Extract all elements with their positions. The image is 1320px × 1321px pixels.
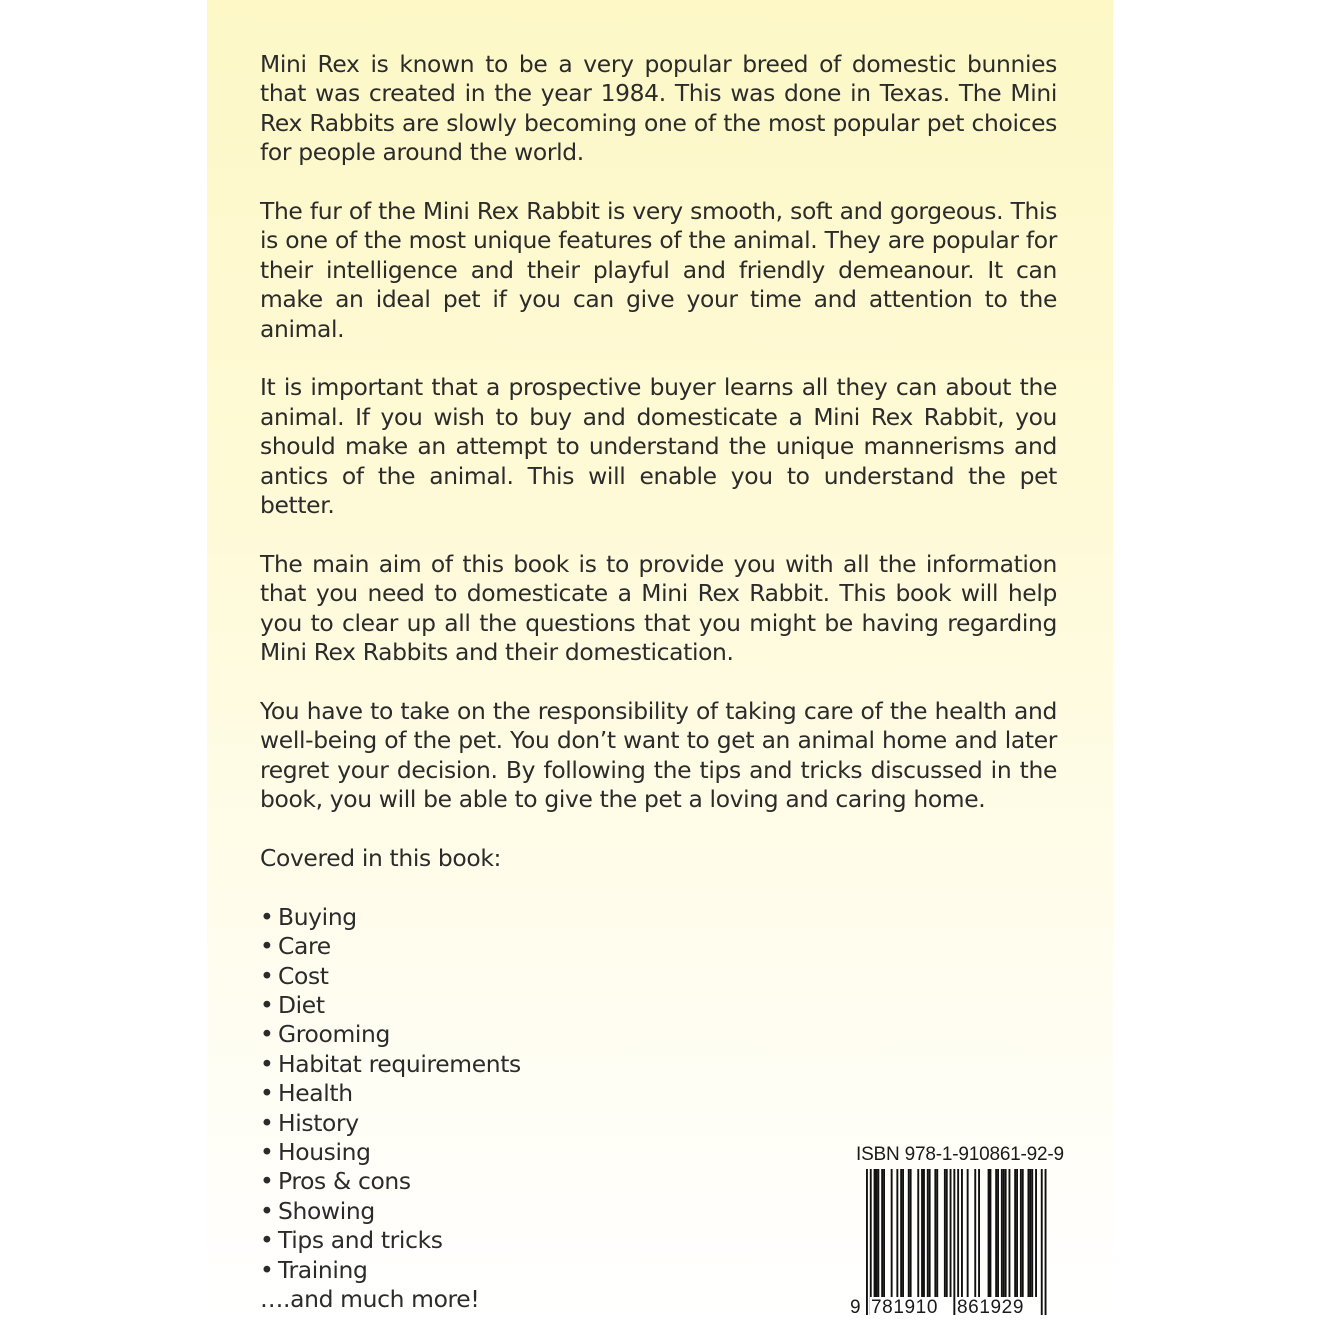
topic-item [260, 1020, 1057, 1049]
barcode-bar [921, 1169, 923, 1297]
topic-item [260, 903, 1057, 932]
paragraph-2: The fur of the Mini Rex Rabbit is very smooth, soft and gorgeous. This is one of the most unique features of the animal. They are popular for their intelligence and their playful and friendly demeanour. It can make an ideal pet if you can give your time and attention to the animal. [260, 197, 1057, 343]
topic-item [260, 991, 1057, 1020]
barcode-bar [923, 1169, 925, 1297]
topic-item [260, 1109, 1057, 1138]
barcode-bar [874, 1169, 876, 1297]
barcode-bar [910, 1169, 912, 1297]
bullet-icon: • [260, 1049, 274, 1078]
barcode-bar [1029, 1169, 1031, 1297]
topic-label: Care [278, 932, 331, 961]
barcode-bar [995, 1169, 997, 1297]
barcode-bar [1020, 1169, 1022, 1297]
barcode-bar [929, 1169, 931, 1297]
barcode-bar [883, 1169, 885, 1297]
topic-label: Health [278, 1079, 353, 1108]
barcode-bar [870, 1169, 872, 1315]
barcode-bar [1009, 1169, 1011, 1297]
topic-label: Pros & cons [278, 1167, 411, 1196]
barcode-bar [936, 1169, 938, 1297]
blurb-text [260, 50, 1057, 1314]
barcode-bar [978, 1169, 980, 1297]
barcode-bar [988, 1169, 990, 1297]
topic-label: Cost [278, 961, 329, 990]
bullet-icon: • [260, 1255, 274, 1284]
topic-label: Showing [278, 1196, 375, 1225]
barcode-bar [927, 1169, 929, 1297]
bullet-icon: • [260, 1020, 274, 1049]
topic-label: Training [278, 1255, 368, 1284]
bullet-icon: • [260, 1108, 274, 1137]
topic-label: Buying [278, 902, 357, 931]
closing-line: ….and much more! [260, 1284, 480, 1313]
paragraph-3: It is important that a prospective buyer learns all they can about the animal. If you wish to buy and domesticate a Mini Rex Rabbit, you should make an attempt to understand the unique mannerisms and antics of the animal. This will enable you to understand the pet better. [260, 373, 1057, 520]
barcode-bar [1001, 1169, 1003, 1297]
barcode-bar [997, 1169, 999, 1297]
barcode-bar [902, 1169, 904, 1297]
barcode-bar [1016, 1169, 1018, 1297]
barcode-digits-right: 861929 [957, 1297, 1025, 1318]
topic-label: Habitat requirements [278, 1049, 521, 1078]
barcode-bar [866, 1169, 868, 1315]
barcode-bar [944, 1169, 946, 1297]
barcode-bar [990, 1169, 992, 1297]
topic-label: Housing [278, 1137, 371, 1166]
paragraph-4: The main aim of this book is to provide you with all the information that you need to domesticate a Mini Rex Rabbit. This book will help you to clear up all the questions that you might be having regarding Mini Rex Rabbits and their domestication. [260, 549, 1057, 667]
barcode-bar [1005, 1169, 1007, 1297]
barcode-bar [896, 1169, 898, 1297]
barcode-bar [1031, 1169, 1033, 1297]
topic-item [260, 1050, 1057, 1079]
barcode-bar [1028, 1169, 1030, 1297]
barcode-bar [900, 1169, 902, 1297]
barcode-bar [1045, 1169, 1047, 1315]
paragraph-5: You have to take on the responsibility of taking care of the health and well-being of the pet. You don’t want to get an animal home and later regret your decision. By following the tips and tricks discussed in the book, you will be able to give the pet a loving and caring home. [260, 696, 1057, 814]
bullet-icon: • [260, 1196, 274, 1225]
barcode-bar [1022, 1169, 1024, 1297]
paragraph-1: Mini Rex is known to be a very popular breed of domestic bunnies that was created in the year 1984. This was done in Texas. The Mini Rex Rabbits are slowly becoming one of the most popular pet choices for people around the world. [260, 50, 1057, 167]
barcode-bar [953, 1169, 955, 1315]
topic-item [260, 962, 1057, 991]
bullet-icon: • [260, 1137, 274, 1166]
topic-item [260, 1079, 1057, 1108]
barcode-digits-left: 781910 [871, 1297, 939, 1318]
topic-label: Grooming [278, 1020, 391, 1049]
barcode-bar [934, 1169, 936, 1297]
barcode-bar [876, 1169, 878, 1297]
covered-heading: Covered in this book: [260, 843, 502, 872]
bullet-icon: • [260, 1226, 274, 1255]
barcode-bar [1014, 1169, 1016, 1297]
topic-label: History [278, 1108, 359, 1137]
barcode-bar [881, 1169, 883, 1297]
barcode-bar [1035, 1169, 1037, 1297]
barcode-bar [967, 1169, 969, 1297]
barcode-digits [848, 1297, 1052, 1321]
bullet-icon: • [260, 961, 274, 990]
isbn-label: ISBN 978-1-910861-92-9 [856, 1144, 1064, 1165]
bullet-icon: • [260, 932, 274, 961]
barcode-digit-first: 9 [850, 1297, 861, 1318]
bullet-icon: • [260, 1079, 274, 1108]
barcode-bar [891, 1169, 893, 1297]
bullet-icon: • [260, 1167, 274, 1196]
barcode-bar [917, 1169, 919, 1297]
barcode-bar [877, 1169, 879, 1297]
barcode-bar [961, 1169, 963, 1297]
bullet-icon: • [260, 990, 274, 1019]
barcode-bar [946, 1169, 948, 1297]
barcode-bar [950, 1169, 952, 1297]
barcode-bar [908, 1169, 910, 1297]
bullet-icon: • [260, 902, 274, 931]
barcode-bar [1041, 1169, 1043, 1315]
topic-item [260, 932, 1057, 961]
barcode-bar [974, 1169, 976, 1297]
topic-label: Tips and tricks [278, 1226, 443, 1255]
topic-label: Diet [278, 990, 325, 1019]
barcode-bar [957, 1169, 959, 1315]
barcode-bar [1003, 1169, 1005, 1297]
